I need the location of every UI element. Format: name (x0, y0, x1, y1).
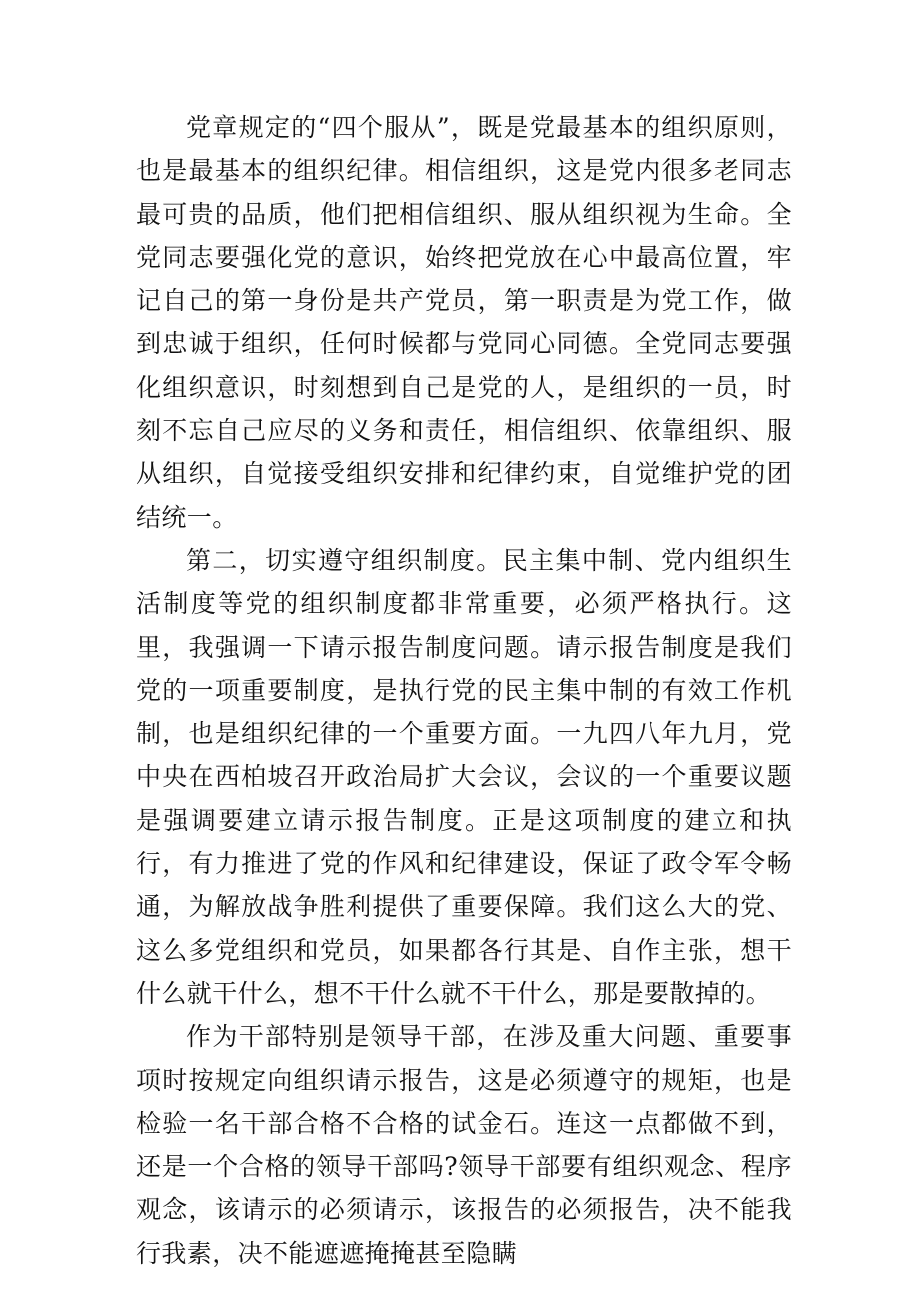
paragraph-3: 作为干部特别是领导干部，在涉及重大问题、重要事项时按规定向组织请示报告，这是必须遵守的规矩，也是检验一名干部合格不合格的试金石。连这一点都做不到，还是一个合格的领导干部吗?领导干部要有组织观念、程序观念，该请示的必须请示，该报告的必须报告，决不能我行我素，决不能遮遮掩掩甚至隐瞒 (136, 1022, 792, 1268)
paragraph-1: 党章规定的“四个服从”，既是党最基本的组织原则，也是最基本的组织纪律。相信组织，这是党内很多老同志最可贵的品质，他们把相信组织、服从组织视为生命。全党同志要强化党的意识，始终把党放在心中最高位置，牢记自己的第一身份是共产党员，第一职责是为党工作，做到忠诚于组织，任何时候都与党同心同德。全党同志要强化组织意识，时刻想到自己是党的人，是组织的一员，时刻不忘自己应尽的义务和责任，相信组织、依靠组织、服从组织，自觉接受组织安排和纪律约束，自觉维护党的团结统一。 (136, 113, 792, 532)
paragraph-2: 第二，切实遵守组织制度。民主集中制、党内组织生活制度等党的组织制度都非常重要，必须严格执行。这里，我强调一下请示报告制度问题。请示报告制度是我们党的一项重要制度，是执行党的民主集中制的有效工作机制，也是组织纪律的一个重要方面。一九四八年九月，党中央在西柏坡召开政治局扩大会议，会议的一个重要议题是强调要建立请示报告制度。正是这项制度的建立和执行，有力推进了党的作风和纪律建设，保证了政令军令畅通，为解放战争胜利提供了重要保障。我们这么大的党、这么多党组织和党员，如果都各行其是、自作主张，想干什么就干什么，想不干什么就不干什么，那是要散掉的。 (136, 545, 792, 1008)
document-body (136, 106, 792, 1275)
